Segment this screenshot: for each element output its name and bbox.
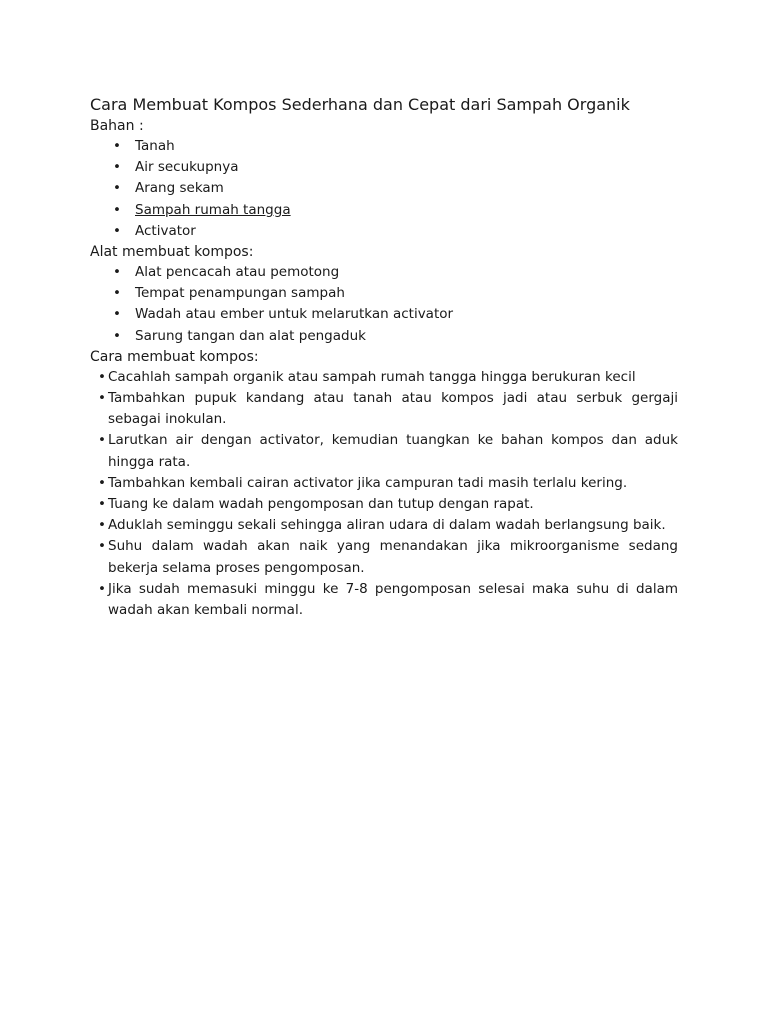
step-item: [90, 388, 678, 430]
list-item: [90, 221, 678, 242]
bullet-icon: •: [98, 368, 106, 385]
cara-heading: Cara membuat kompos:: [90, 348, 259, 365]
bullet-icon: •: [98, 517, 106, 534]
bullet-icon: •: [98, 538, 106, 555]
list-item: [90, 304, 678, 325]
list-item[interactable]: [90, 200, 678, 221]
step-item: [90, 579, 678, 621]
list-item-text: Activator: [135, 222, 196, 239]
alat-list: [90, 262, 678, 347]
step-text: Tambahkan pupuk kandang atau tanah atau kompos jadi atau serbuk gergaji sebagai inokulan.: [108, 390, 678, 428]
bullet-icon: •: [113, 327, 121, 344]
list-item: [90, 136, 678, 157]
bullet-icon: •: [98, 432, 106, 449]
bullet-icon: •: [113, 264, 121, 281]
list-item: [90, 283, 678, 304]
step-text: Tuang ke dalam wadah pengomposan dan tutup dengan rapat.: [108, 496, 534, 513]
step-text: Jika sudah memasuki minggu ke 7-8 pengomposan selesai maka suhu di dalam wadah akan kembali normal.: [108, 580, 678, 619]
list-item-link[interactable]: Sampah rumah tangga: [135, 201, 291, 218]
document-title: Cara Membuat Kompos Sederhana dan Cepat dari Sampah Organik: [90, 95, 630, 114]
bullet-icon: •: [113, 306, 121, 323]
document-page: [90, 94, 678, 621]
alat-heading: Alat membuat kompos:: [90, 244, 254, 261]
bullet-icon: •: [113, 159, 121, 176]
bahan-heading: Bahan :: [90, 118, 144, 134]
step-text: Aduklah seminggu sekali sehingga aliran udara di dalam wadah berlangsung baik.: [108, 517, 666, 534]
step-item: [90, 430, 678, 472]
bullet-icon: •: [113, 222, 121, 239]
cara-steps-list: [90, 367, 678, 621]
list-item: [90, 262, 678, 283]
step-item: [90, 536, 678, 578]
step-item: [90, 515, 678, 536]
bullet-icon: •: [98, 474, 106, 491]
step-text: Cacahlah sampah organik atau sampah rumah tangga hingga berukuran kecil: [108, 368, 636, 385]
step-text: Tambahkan kembali cairan activator jika campuran tadi masih terlalu kering.: [108, 474, 628, 491]
step-item: [90, 367, 678, 388]
list-item: [90, 157, 678, 178]
step-item: [90, 494, 678, 515]
bullet-icon: •: [113, 285, 121, 302]
bullet-icon: •: [98, 390, 106, 407]
list-item: [90, 178, 678, 199]
bahan-list: [90, 136, 678, 242]
list-item-text: Arang sekam: [135, 180, 224, 197]
list-item-text: Tempat penampungan sampah: [135, 285, 345, 302]
list-item-text: Alat pencacah atau pemotong: [135, 264, 340, 281]
bullet-icon: •: [98, 580, 106, 597]
list-item: [90, 326, 678, 347]
step-text: Suhu dalam wadah akan naik yang menandakan jika mikroorganisme sedang bekerja selama proses pengomposan.: [108, 538, 678, 576]
list-item-text: Air secukupnya: [135, 159, 239, 176]
bullet-icon: •: [113, 201, 121, 218]
bullet-icon: •: [98, 496, 106, 513]
bullet-icon: •: [113, 180, 121, 197]
bullet-icon: •: [113, 138, 121, 154]
list-item-text: Tanah: [135, 138, 175, 154]
step-text: Larutkan air dengan activator, kemudian tuangkan ke bahan kompos dan aduk hingga rata.: [108, 432, 678, 470]
list-item-text: Wadah atau ember untuk melarutkan activator: [135, 306, 454, 323]
step-item: [90, 473, 678, 494]
list-item-text: Sarung tangan dan alat pengaduk: [135, 327, 366, 344]
